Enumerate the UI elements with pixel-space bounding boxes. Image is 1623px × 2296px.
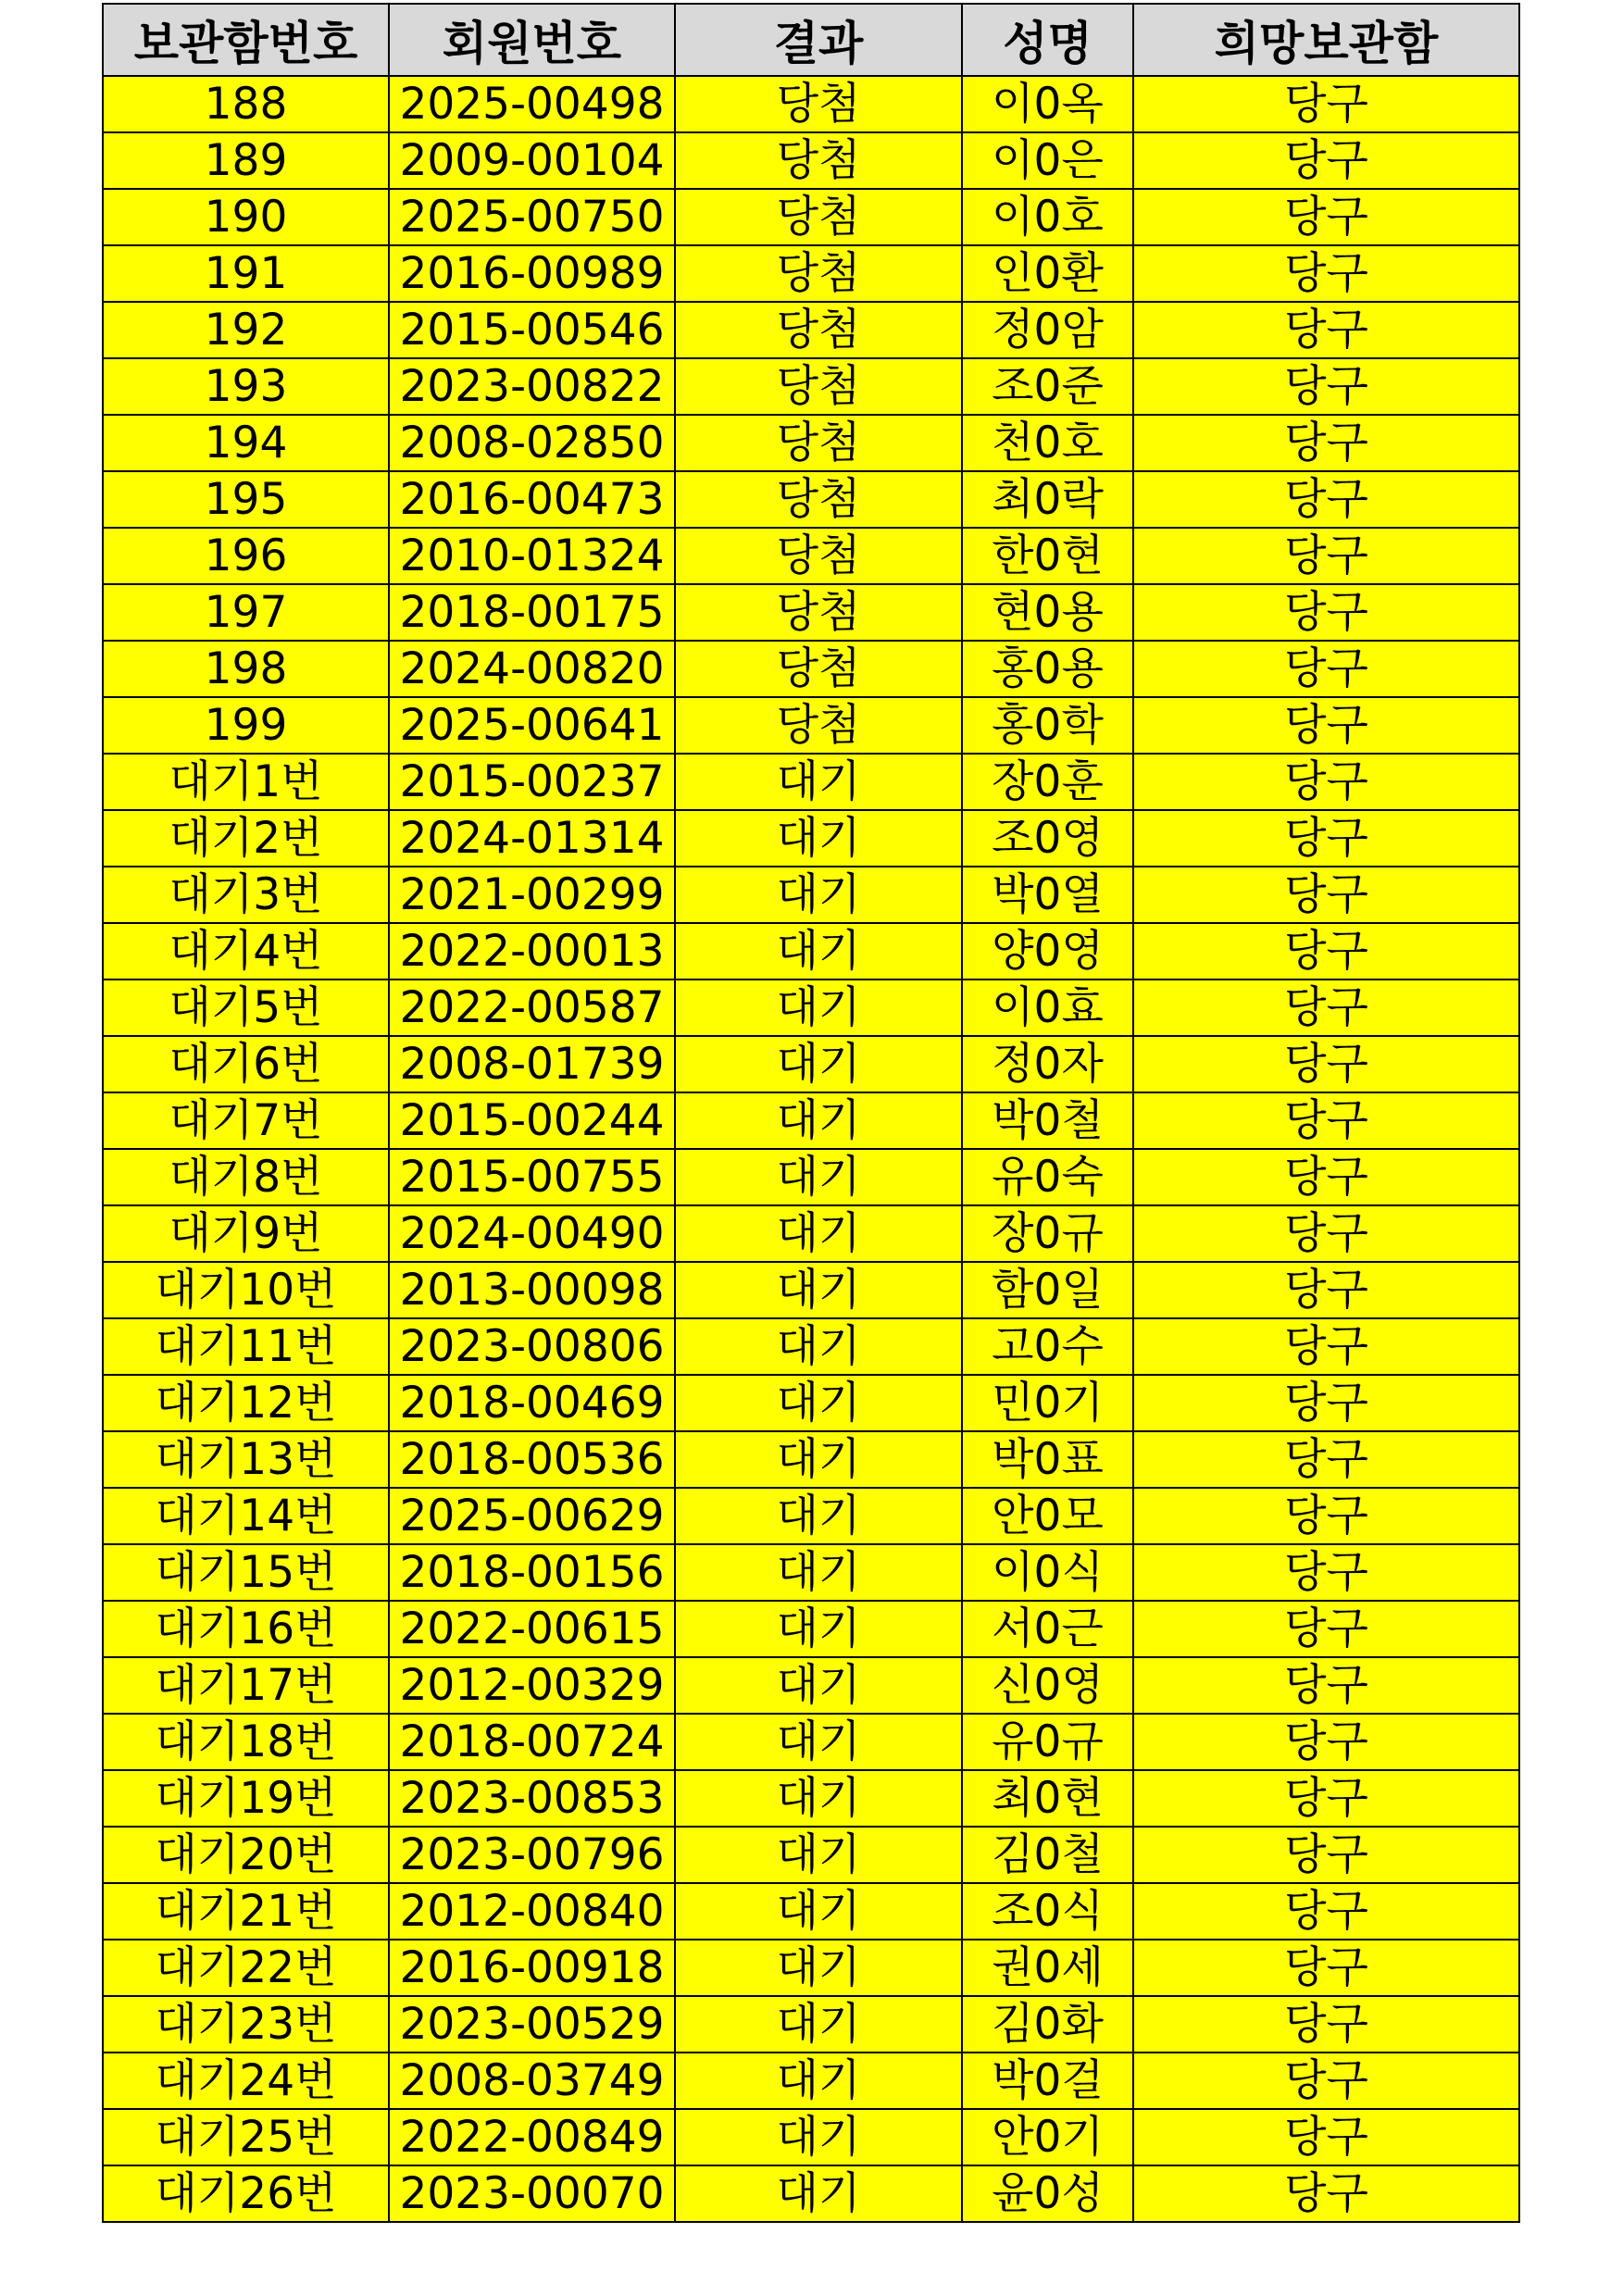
cell-desired-locker: 당구 — [1133, 1940, 1519, 1996]
cell-desired-locker: 당구 — [1133, 358, 1519, 415]
cell-desired-locker: 당구 — [1133, 1488, 1519, 1544]
cell-result: 대기 — [675, 1883, 962, 1940]
cell-member-number: 2021-00299 — [389, 867, 675, 923]
cell-member-number: 2023-00070 — [389, 2165, 675, 2222]
cell-member-number: 2025-00498 — [389, 76, 675, 132]
cell-member-number: 2012-00329 — [389, 1657, 675, 1714]
cell-name: 민0기 — [962, 1375, 1133, 1431]
table-row — [103, 754, 1519, 810]
cell-member-number: 2010-01324 — [389, 528, 675, 584]
cell-locker-number: 대기17번 — [103, 1657, 389, 1714]
cell-desired-locker: 당구 — [1133, 528, 1519, 584]
cell-member-number: 2024-00820 — [389, 641, 675, 697]
cell-name: 김0철 — [962, 1827, 1133, 1883]
cell-desired-locker: 당구 — [1133, 1657, 1519, 1714]
cell-locker-number: 대기5번 — [103, 980, 389, 1036]
cell-name: 조0영 — [962, 810, 1133, 867]
cell-result: 대기 — [675, 1770, 962, 1827]
cell-member-number: 2025-00750 — [389, 189, 675, 245]
cell-name: 이0호 — [962, 189, 1133, 245]
cell-name: 유0숙 — [962, 1149, 1133, 1205]
table-row — [103, 2109, 1519, 2165]
table-row — [103, 1036, 1519, 1092]
table-row — [103, 697, 1519, 754]
cell-desired-locker: 당구 — [1133, 1036, 1519, 1092]
cell-name: 정0자 — [962, 1036, 1133, 1092]
cell-result: 당첨 — [675, 641, 962, 697]
table-row — [103, 641, 1519, 697]
cell-desired-locker: 당구 — [1133, 302, 1519, 358]
cell-result: 대기 — [675, 867, 962, 923]
cell-member-number: 2023-00822 — [389, 358, 675, 415]
header-row — [103, 4, 1519, 76]
cell-name: 박0걸 — [962, 2053, 1133, 2109]
header-locker-number: 보관함번호 — [103, 4, 389, 76]
cell-result: 대기 — [675, 980, 962, 1036]
table-row — [103, 358, 1519, 415]
cell-member-number: 2023-00796 — [389, 1827, 675, 1883]
cell-desired-locker: 당구 — [1133, 641, 1519, 697]
cell-desired-locker: 당구 — [1133, 1318, 1519, 1375]
cell-name: 조0준 — [962, 358, 1133, 415]
cell-name: 인0환 — [962, 245, 1133, 302]
cell-name: 윤0성 — [962, 2165, 1133, 2222]
cell-member-number: 2022-00615 — [389, 1601, 675, 1657]
cell-result: 당첨 — [675, 302, 962, 358]
table-row — [103, 1544, 1519, 1601]
cell-member-number: 2018-00156 — [389, 1544, 675, 1601]
cell-locker-number: 대기19번 — [103, 1770, 389, 1827]
table-row — [103, 132, 1519, 189]
table-row — [103, 867, 1519, 923]
cell-locker-number: 대기4번 — [103, 923, 389, 980]
cell-name: 유0규 — [962, 1714, 1133, 1770]
table-row — [103, 1827, 1519, 1883]
cell-name: 김0화 — [962, 1996, 1133, 2053]
cell-name: 조0식 — [962, 1883, 1133, 1940]
cell-locker-number: 대기12번 — [103, 1375, 389, 1431]
cell-result: 당첨 — [675, 132, 962, 189]
cell-member-number: 2015-00755 — [389, 1149, 675, 1205]
cell-member-number: 2025-00641 — [389, 697, 675, 754]
cell-result: 대기 — [675, 1431, 962, 1488]
cell-result: 대기 — [675, 923, 962, 980]
cell-desired-locker: 당구 — [1133, 1601, 1519, 1657]
cell-locker-number: 대기2번 — [103, 810, 389, 867]
cell-name: 장0규 — [962, 1205, 1133, 1262]
cell-result: 대기 — [675, 1262, 962, 1318]
cell-desired-locker: 당구 — [1133, 1996, 1519, 2053]
table-row — [103, 528, 1519, 584]
header-member-number: 회원번호 — [389, 4, 675, 76]
cell-locker-number: 193 — [103, 358, 389, 415]
cell-desired-locker: 당구 — [1133, 697, 1519, 754]
cell-locker-number: 대기14번 — [103, 1488, 389, 1544]
cell-result: 대기 — [675, 1996, 962, 2053]
cell-name: 안0모 — [962, 1488, 1133, 1544]
cell-locker-number: 195 — [103, 471, 389, 528]
cell-locker-number: 189 — [103, 132, 389, 189]
cell-locker-number: 191 — [103, 245, 389, 302]
table-row — [103, 1149, 1519, 1205]
cell-result: 당첨 — [675, 584, 962, 641]
cell-member-number: 2024-01314 — [389, 810, 675, 867]
cell-member-number: 2025-00629 — [389, 1488, 675, 1544]
cell-locker-number: 대기20번 — [103, 1827, 389, 1883]
cell-result: 대기 — [675, 1544, 962, 1601]
cell-desired-locker: 당구 — [1133, 2109, 1519, 2165]
cell-result: 대기 — [675, 1488, 962, 1544]
cell-locker-number: 대기15번 — [103, 1544, 389, 1601]
table-row — [103, 810, 1519, 867]
cell-result: 대기 — [675, 1318, 962, 1375]
cell-name: 박0열 — [962, 867, 1133, 923]
cell-desired-locker: 당구 — [1133, 1714, 1519, 1770]
cell-desired-locker: 당구 — [1133, 471, 1519, 528]
cell-locker-number: 대기9번 — [103, 1205, 389, 1262]
cell-locker-number: 대기8번 — [103, 1149, 389, 1205]
cell-name: 안0기 — [962, 2109, 1133, 2165]
cell-member-number: 2022-00587 — [389, 980, 675, 1036]
cell-member-number: 2016-00918 — [389, 1940, 675, 1996]
cell-member-number: 2023-00806 — [389, 1318, 675, 1375]
cell-name: 천0호 — [962, 415, 1133, 471]
cell-result: 대기 — [675, 1205, 962, 1262]
cell-member-number: 2013-00098 — [389, 1262, 675, 1318]
cell-desired-locker: 당구 — [1133, 1827, 1519, 1883]
cell-name: 이0식 — [962, 1544, 1133, 1601]
cell-name: 장0훈 — [962, 754, 1133, 810]
cell-locker-number: 대기6번 — [103, 1036, 389, 1092]
cell-result: 당첨 — [675, 189, 962, 245]
cell-name: 최0락 — [962, 471, 1133, 528]
cell-result: 대기 — [675, 2109, 962, 2165]
cell-member-number: 2015-00546 — [389, 302, 675, 358]
cell-locker-number: 196 — [103, 528, 389, 584]
cell-locker-number: 198 — [103, 641, 389, 697]
table-row — [103, 189, 1519, 245]
table-row — [103, 1318, 1519, 1375]
header-desired-locker: 희망보관함 — [1133, 4, 1519, 76]
cell-name: 이0은 — [962, 132, 1133, 189]
cell-result: 당첨 — [675, 76, 962, 132]
cell-locker-number: 197 — [103, 584, 389, 641]
cell-desired-locker: 당구 — [1133, 867, 1519, 923]
cell-name: 홍0학 — [962, 697, 1133, 754]
cell-result: 당첨 — [675, 358, 962, 415]
cell-result: 대기 — [675, 1149, 962, 1205]
table-row — [103, 415, 1519, 471]
cell-locker-number: 대기16번 — [103, 1601, 389, 1657]
table-row — [103, 584, 1519, 641]
cell-member-number: 2018-00469 — [389, 1375, 675, 1431]
cell-name: 홍0용 — [962, 641, 1133, 697]
cell-result: 대기 — [675, 1036, 962, 1092]
cell-name: 박0표 — [962, 1431, 1133, 1488]
table-row — [103, 1883, 1519, 1940]
cell-locker-number: 대기3번 — [103, 867, 389, 923]
cell-desired-locker: 당구 — [1133, 132, 1519, 189]
cell-member-number: 2012-00840 — [389, 1883, 675, 1940]
cell-name: 서0근 — [962, 1601, 1133, 1657]
cell-name: 양0영 — [962, 923, 1133, 980]
table-row — [103, 1205, 1519, 1262]
cell-result: 대기 — [675, 1601, 962, 1657]
cell-desired-locker: 당구 — [1133, 76, 1519, 132]
cell-locker-number: 대기1번 — [103, 754, 389, 810]
header-name: 성명 — [962, 4, 1133, 76]
cell-result: 당첨 — [675, 415, 962, 471]
cell-result: 당첨 — [675, 245, 962, 302]
cell-member-number: 2008-02850 — [389, 415, 675, 471]
cell-result: 대기 — [675, 1375, 962, 1431]
cell-member-number: 2009-00104 — [389, 132, 675, 189]
cell-member-number: 2016-00989 — [389, 245, 675, 302]
cell-member-number: 2022-00013 — [389, 923, 675, 980]
cell-locker-number: 194 — [103, 415, 389, 471]
cell-desired-locker: 당구 — [1133, 1375, 1519, 1431]
cell-result: 당첨 — [675, 471, 962, 528]
table-row — [103, 2053, 1519, 2109]
table-row — [103, 1431, 1519, 1488]
cell-result: 대기 — [675, 1092, 962, 1149]
table-row — [103, 302, 1519, 358]
cell-member-number: 2015-00237 — [389, 754, 675, 810]
cell-member-number: 2023-00853 — [389, 1770, 675, 1827]
cell-desired-locker: 당구 — [1133, 189, 1519, 245]
cell-locker-number: 대기10번 — [103, 1262, 389, 1318]
cell-member-number: 2018-00536 — [389, 1431, 675, 1488]
cell-desired-locker: 당구 — [1133, 2053, 1519, 2109]
table-row — [103, 1770, 1519, 1827]
cell-member-number: 2008-01739 — [389, 1036, 675, 1092]
cell-desired-locker: 당구 — [1133, 1205, 1519, 1262]
cell-locker-number: 대기24번 — [103, 2053, 389, 2109]
cell-name: 정0암 — [962, 302, 1133, 358]
cell-desired-locker: 당구 — [1133, 1149, 1519, 1205]
header-result: 결과 — [675, 4, 962, 76]
table-row — [103, 245, 1519, 302]
table-row — [103, 1940, 1519, 1996]
table-row — [103, 76, 1519, 132]
cell-desired-locker: 당구 — [1133, 980, 1519, 1036]
cell-desired-locker: 당구 — [1133, 1431, 1519, 1488]
cell-result: 대기 — [675, 1940, 962, 1996]
cell-name: 신0영 — [962, 1657, 1133, 1714]
cell-desired-locker: 당구 — [1133, 923, 1519, 980]
cell-result: 대기 — [675, 2053, 962, 2109]
cell-name: 권0세 — [962, 1940, 1133, 1996]
table-row — [103, 471, 1519, 528]
cell-result: 대기 — [675, 1657, 962, 1714]
cell-result: 대기 — [675, 1827, 962, 1883]
cell-desired-locker: 당구 — [1133, 754, 1519, 810]
cell-result: 대기 — [675, 754, 962, 810]
cell-locker-number: 대기11번 — [103, 1318, 389, 1375]
cell-name: 함0일 — [962, 1262, 1133, 1318]
table-header — [103, 4, 1519, 76]
cell-result: 대기 — [675, 810, 962, 867]
cell-desired-locker: 당구 — [1133, 2165, 1519, 2222]
cell-desired-locker: 당구 — [1133, 415, 1519, 471]
cell-desired-locker: 당구 — [1133, 584, 1519, 641]
cell-member-number: 2016-00473 — [389, 471, 675, 528]
cell-member-number: 2024-00490 — [389, 1205, 675, 1262]
table-row — [103, 1714, 1519, 1770]
cell-name: 현0용 — [962, 584, 1133, 641]
cell-locker-number: 대기21번 — [103, 1883, 389, 1940]
cell-locker-number: 대기13번 — [103, 1431, 389, 1488]
table-body — [103, 76, 1519, 2222]
cell-name: 고0수 — [962, 1318, 1133, 1375]
table-row — [103, 923, 1519, 980]
table-row — [103, 1996, 1519, 2053]
cell-locker-number: 199 — [103, 697, 389, 754]
cell-member-number: 2015-00244 — [389, 1092, 675, 1149]
cell-member-number: 2008-03749 — [389, 2053, 675, 2109]
cell-member-number: 2023-00529 — [389, 1996, 675, 2053]
cell-desired-locker: 당구 — [1133, 245, 1519, 302]
table-row — [103, 1488, 1519, 1544]
cell-locker-number: 대기7번 — [103, 1092, 389, 1149]
cell-locker-number: 190 — [103, 189, 389, 245]
cell-result: 대기 — [675, 1714, 962, 1770]
cell-locker-number: 대기18번 — [103, 1714, 389, 1770]
cell-locker-number: 대기23번 — [103, 1996, 389, 2053]
table-row — [103, 980, 1519, 1036]
cell-member-number: 2018-00175 — [389, 584, 675, 641]
cell-name: 한0현 — [962, 528, 1133, 584]
locker-lottery-table — [102, 3, 1520, 2223]
cell-locker-number: 대기25번 — [103, 2109, 389, 2165]
cell-name: 박0철 — [962, 1092, 1133, 1149]
table-row — [103, 2165, 1519, 2222]
cell-name: 이0효 — [962, 980, 1133, 1036]
cell-desired-locker: 당구 — [1133, 1262, 1519, 1318]
cell-desired-locker: 당구 — [1133, 810, 1519, 867]
cell-result: 당첨 — [675, 528, 962, 584]
table-row — [103, 1601, 1519, 1657]
table-row — [103, 1262, 1519, 1318]
cell-locker-number: 188 — [103, 76, 389, 132]
table-row — [103, 1657, 1519, 1714]
cell-member-number: 2022-00849 — [389, 2109, 675, 2165]
cell-locker-number: 192 — [103, 302, 389, 358]
cell-result: 당첨 — [675, 697, 962, 754]
cell-desired-locker: 당구 — [1133, 1883, 1519, 1940]
cell-locker-number: 대기26번 — [103, 2165, 389, 2222]
cell-name: 최0현 — [962, 1770, 1133, 1827]
cell-desired-locker: 당구 — [1133, 1544, 1519, 1601]
cell-result: 대기 — [675, 2165, 962, 2222]
table-row — [103, 1375, 1519, 1431]
cell-member-number: 2018-00724 — [389, 1714, 675, 1770]
table-row — [103, 1092, 1519, 1149]
cell-desired-locker: 당구 — [1133, 1770, 1519, 1827]
cell-name: 이0옥 — [962, 76, 1133, 132]
cell-desired-locker: 당구 — [1133, 1092, 1519, 1149]
cell-locker-number: 대기22번 — [103, 1940, 389, 1996]
